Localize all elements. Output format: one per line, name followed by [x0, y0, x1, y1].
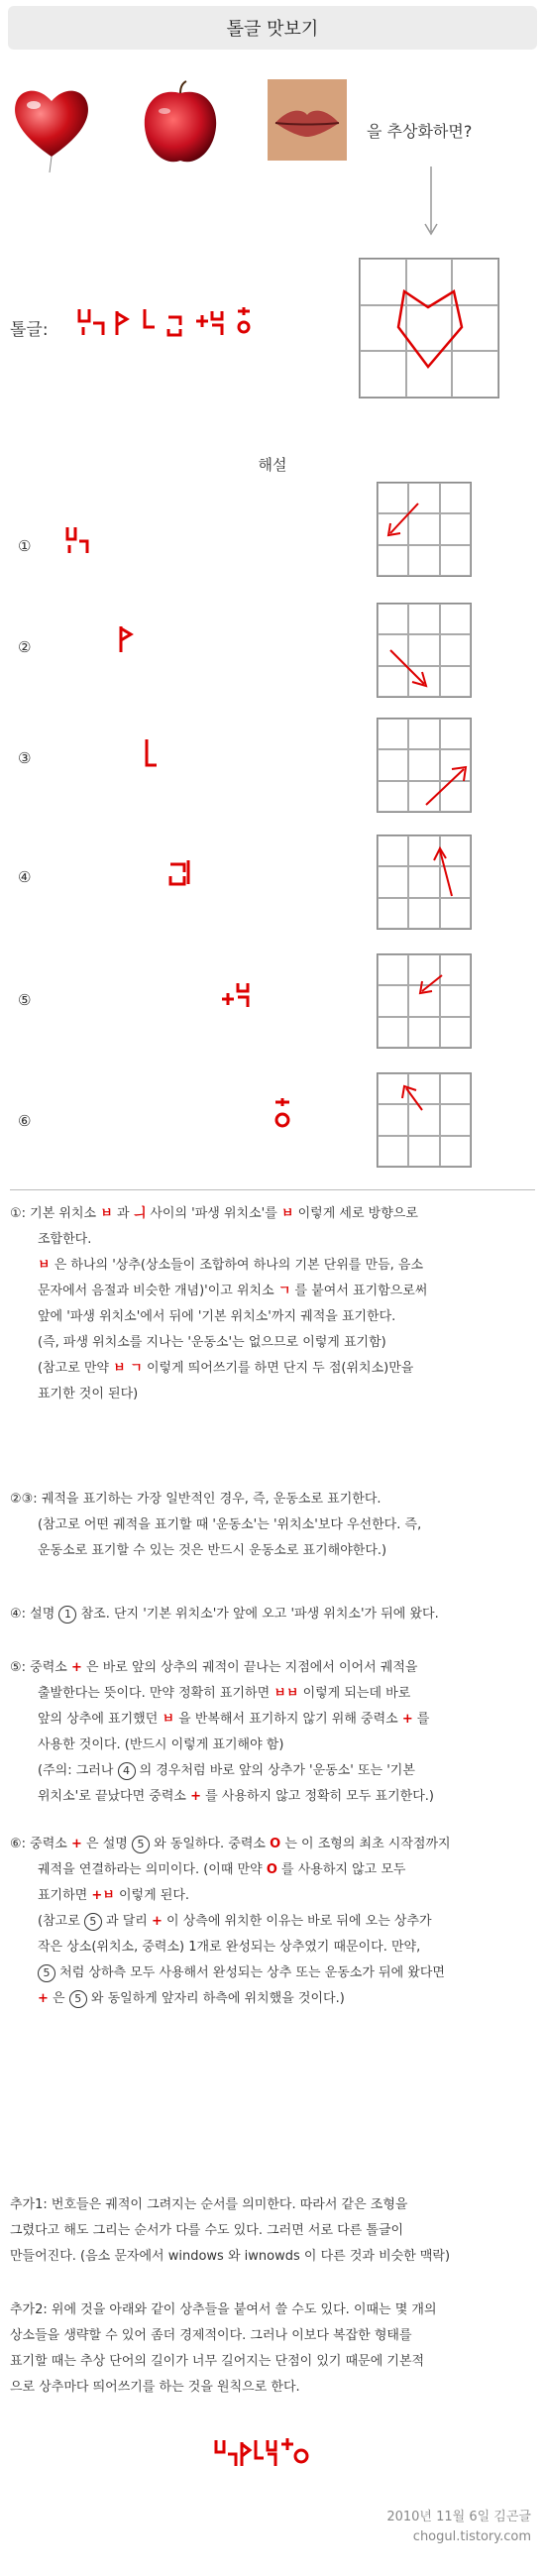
step-glyph-1: [65, 525, 95, 557]
step-glyph-3: [143, 737, 163, 771]
explanation-2: ②③: 궤적을 표기하는 가장 일반적인 경우, 즉, 운동소로 표기한다. (참고로 어떤 궤적을 표기할 때 '운동소'는 '위치소'보다 우선한다. 즉, 운동소로 표기할 수 있는 것은 반드시 운동소로 표기해야한다.): [10, 1492, 422, 1558]
footer-site[interactable]: chogul.tistory.com: [412, 2529, 531, 2544]
combined-togul-glyph: [214, 2436, 313, 2470]
page-title-bar: [8, 6, 537, 50]
step-glyph-5: [220, 979, 252, 1011]
lips-image: [268, 79, 347, 161]
step-label-3: ③: [18, 749, 32, 767]
step-label-2: ②: [18, 638, 32, 656]
heart-trajectory: [359, 258, 499, 398]
step-arrow-5: [377, 953, 472, 1049]
apple-image: [139, 79, 222, 168]
separator: [10, 1189, 535, 1190]
step-arrow-1: [377, 482, 472, 577]
step-arrow-4: [377, 835, 472, 930]
explanation-6: ⑥: 중력소 + 은 설명 5 와 동일하다. 중력소 O 는 이 조형의 최초 시작점까지 궤적을 연결하라는 의미이다. (이때 만약 O 를 사용하지 않고 모두 표기하면 +ㅂ 이렇게 된다. (참고로 5 과 달리 + 이 상측에 위치한 이유는 바로 뒤에 오는 상추가 작은 상소(위치소, 중력소) 1개로 완성되는 상추였기 때문이다. 만약, 5 처럼 상하측 모두 사용해서 완성되는 상추 또는 운동소가 뒤에 왔다면 + 은 5 와 동일하게 앞자리 하측에 위치했을 것이다.): [10, 1837, 451, 2006]
explanation-1: ①: 기본 위치소 ㅂ 과 ㅢ 사이의 '파생 위치소'를 ㅂ 이렇게 세로 방향으로 조합한다. ㅂ 은 하나의 '상추(상소들이 조합하여 하나의 기본 단위를 만듬, 음소 문자에서 음절과 비슷한 개념)'이고 위치소 ㄱ 를 붙여서 표기함으로써 앞에 '파생 위치소'에서 뒤에 '기본 위치소'까지 궤적을 표기한다. (즉, 파생 위치소를 지나는 '운동소'는 없으므로 이렇게 표기함) (참고로 만약 ㅂ ㄱ 이렇게 띄어쓰기를 하면 단지 두 점(위치소)만을 표기한 것이 된다): [10, 1206, 428, 1401]
page-title: 톨글 맛보기: [226, 19, 319, 40]
step-arrow-3: [377, 718, 472, 813]
togul-word-glyphs: [77, 305, 275, 339]
heart-balloon-image: [10, 77, 93, 172]
explanation-5: ⑤: 중력소 + 은 바로 앞의 상추의 궤적이 끝나는 지점에서 이어서 궤적을 출발한다는 뜻이다. 만약 정확히 표기하면 ㅂㅂ 이렇게 되는데 바로 앞의 상추에 표기했던 ㅂ 을 반복해서 표기하지 않기 위해 중력소 + 를 사용한 것이다. (반드시 이렇게 표기해야 함) (주의: 그러나 4 의 경우처럼 바로 앞의 상추가 '운동소' 또는 '기본 위치소'로 끝났다면 중력소 + 를 사용하지 않고 정확히 모두 표기한다.): [10, 1660, 434, 1804]
step-glyph-4: [168, 856, 202, 886]
step-label-4: ④: [18, 868, 32, 886]
step-arrow-6: [377, 1072, 472, 1168]
intro-text: 을 추상화하면?: [367, 122, 473, 141]
section-title: 해설: [258, 456, 287, 474]
step-label-5: ⑤: [18, 991, 32, 1009]
togul-label: 톨글:: [10, 320, 49, 340]
addendum-1: 추가1: 번호들은 궤적이 그려지는 순서를 의미한다. 따라서 같은 조형을 그렸다고 해도 그리는 순서가 다를 수도 있다. 그러면 서로 다른 톨글이 만들어진다. (음소 문자에서 windows 와 iwnowds 이 다른 것과 비슷한 맥락): [10, 2197, 451, 2264]
down-arrow-icon: [421, 167, 441, 238]
footer-date: 2010년 11월 6일 김곤글: [386, 2510, 531, 2524]
step-glyph-6: [273, 1096, 293, 1132]
step-glyph-2: [117, 624, 137, 656]
step-arrow-2: [377, 603, 472, 698]
addendum-2: 추가2: 위에 것을 아래와 같이 상추들을 붙여서 쓸 수도 있다. 이때는 몇 개의 상소들을 생략할 수 있어 좀더 경제적이다. 그러나 이보다 복잡한 형태를 표기할 때는 추상 단어의 길이가 너무 길어지는 단점이 있기 때문에 기본적 으로 상추마다 띄어쓰기를 하는 것을 원칙으로 한다.: [10, 2302, 437, 2395]
explanation-4: ④: 설명 1 참조. 단지 '기본 위치소'가 앞에 오고 '파생 위치소'가 뒤에 왔다.: [10, 1607, 439, 1622]
step-label-1: ①: [18, 537, 32, 555]
step-label-6: ⑥: [18, 1112, 32, 1130]
